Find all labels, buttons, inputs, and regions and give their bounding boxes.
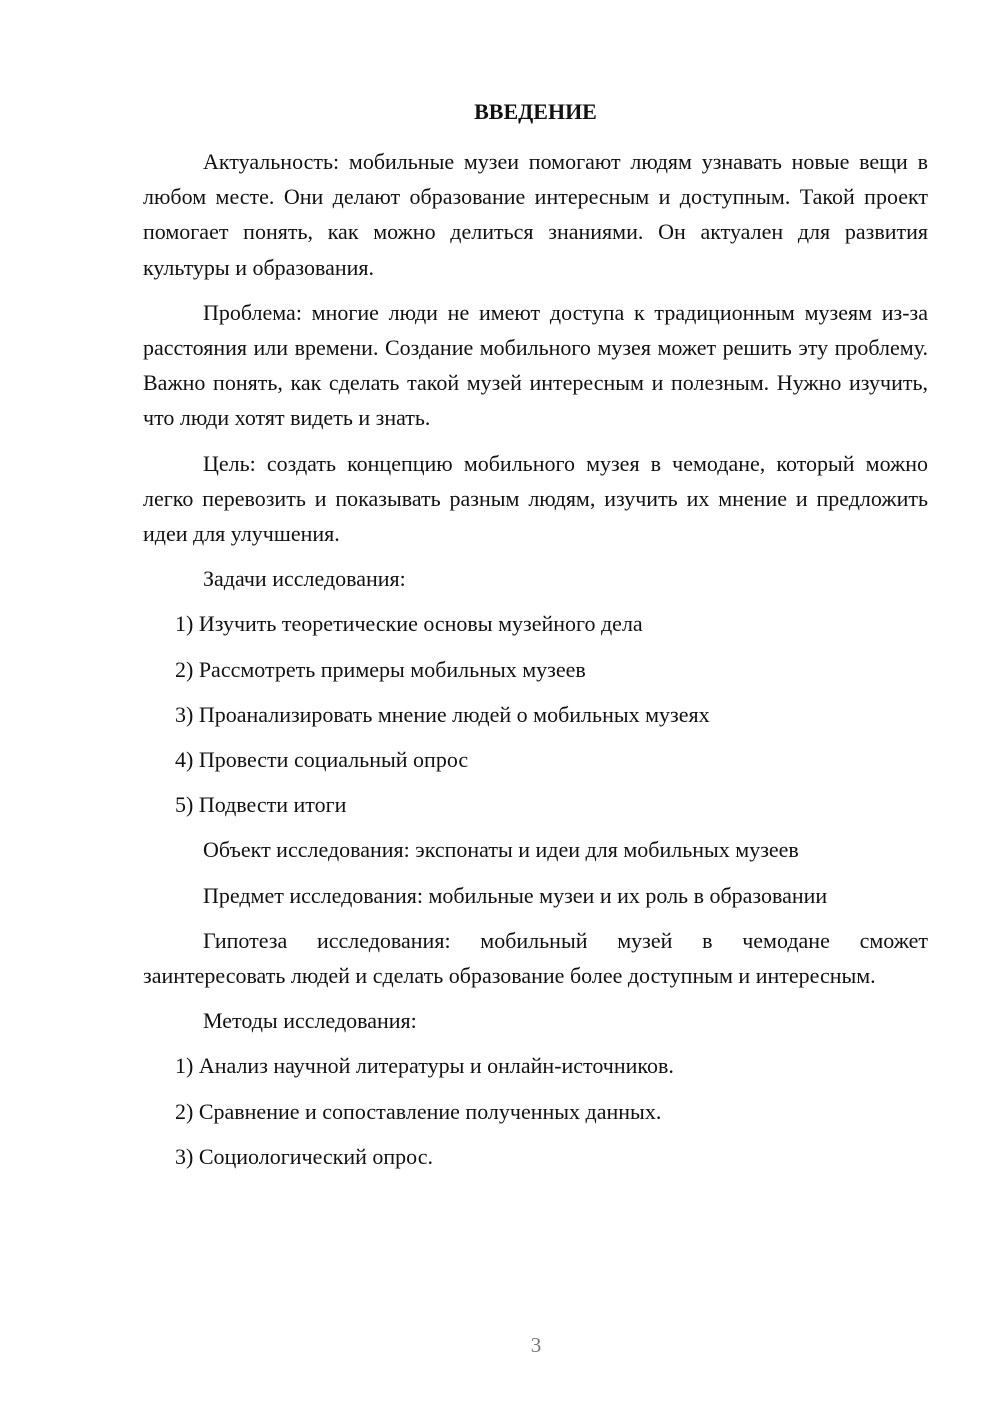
task-item: 5) Подвести итоги bbox=[175, 792, 347, 818]
task-item: 3) Проанализировать мнение людей о мобильных музеях bbox=[175, 701, 710, 727]
subject-paragraph: Предмет исследования: мобильные музеи и их роль в образовании bbox=[203, 882, 828, 908]
goal-paragraph: Цель: создать концепцию мобильного музея в чемодане, который можно легко перевозить и показывать разным людям, изучить их мнение и предложить идеи для улучшения. bbox=[143, 450, 928, 547]
document-page bbox=[143, 94, 928, 1174]
methods-heading: Методы исследования: bbox=[203, 1008, 417, 1034]
task-item: 2) Рассмотреть примеры мобильных музеев bbox=[175, 656, 586, 682]
page-title: ВВЕДЕНИЕ bbox=[474, 99, 597, 124]
relevance-paragraph: Актуальность: мобильные музеи помогают людям узнавать новые вещи в любом месте. Они делают образование интересным и доступным. Такой проект помогает понять, как можно делиться знаниями. Он актуален для развития культуры и образования. bbox=[143, 149, 928, 280]
task-item: 1) Изучить теоретические основы музейного дела bbox=[175, 611, 643, 637]
method-item: 3) Социологический опрос. bbox=[175, 1143, 433, 1169]
hypothesis-paragraph: Гипотеза исследования: мобильный музей в чемодане сможет заинтересовать людей и сделать образование более доступным и интересным. bbox=[143, 927, 928, 989]
page-number: 3 bbox=[530, 1333, 542, 1357]
method-item: 1) Анализ научной литературы и онлайн-источников. bbox=[175, 1053, 674, 1079]
method-item: 2) Сравнение и сопоставление полученных данных. bbox=[175, 1098, 662, 1124]
task-item: 4) Провести социальный опрос bbox=[175, 747, 469, 773]
object-paragraph: Объект исследования: экспонаты и идеи для мобильных музеев bbox=[203, 837, 799, 863]
tasks-heading: Задачи исследования: bbox=[203, 566, 406, 592]
problem-paragraph: Проблема: многие люди не имеют доступа к традиционным музеям из-за расстояния или времени. Создание мобильного музея может решить эту проблему. Важно понять, как сделать такой музей интересным и полезным. Нужно изучить, что люди хотят видеть и знать. bbox=[143, 299, 928, 431]
